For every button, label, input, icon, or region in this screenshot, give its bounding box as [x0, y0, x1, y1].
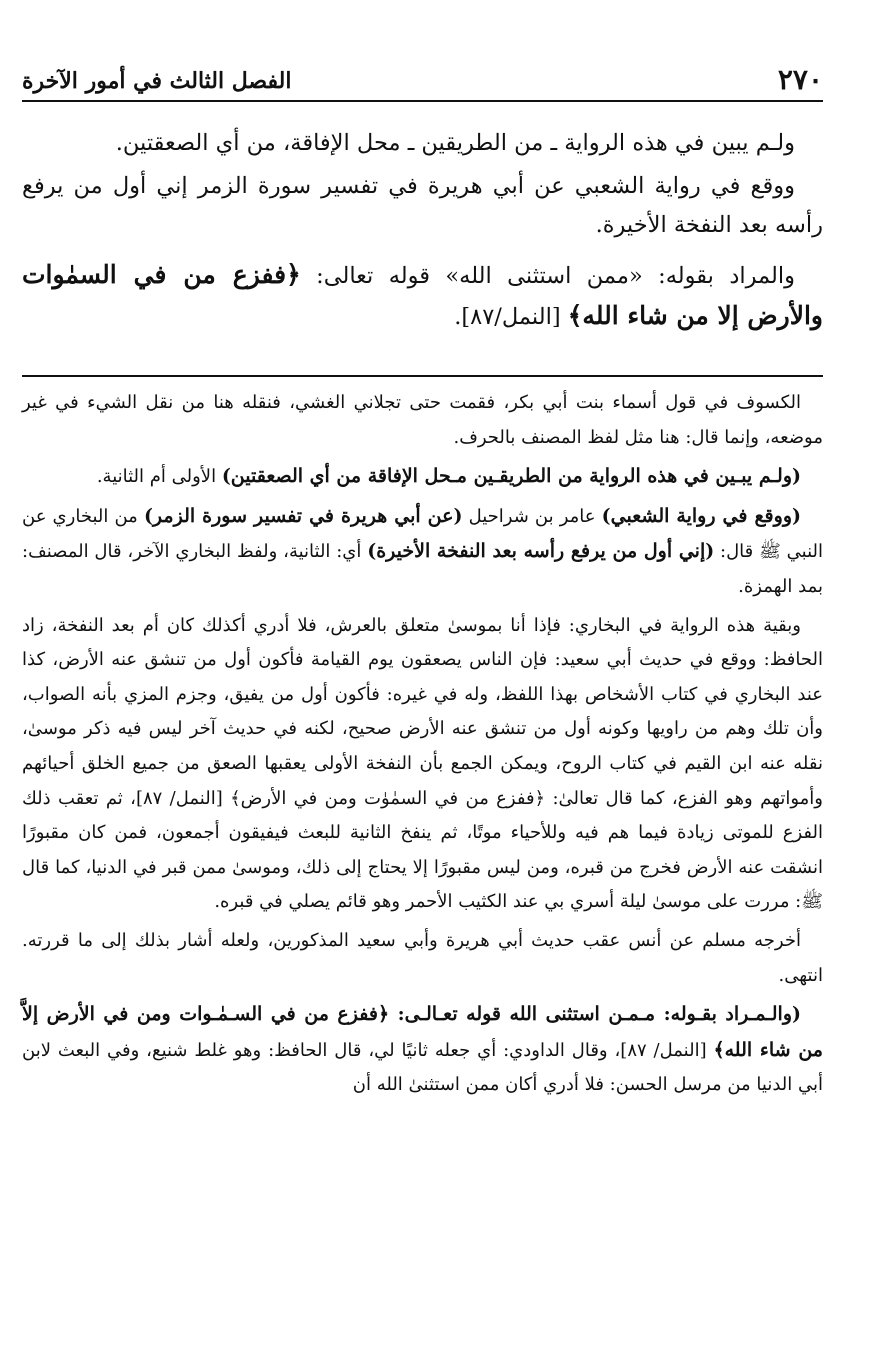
- verse-reference: [النمل/٨٧].: [454, 304, 568, 330]
- commentary-paragraph-4: وبقية هذه الرواية في البخاري: فإذا أنا بموسىٰ متعلق بالعرش، فلا أدري أكذلك كان أم بعد النفخة، زاد الحافظ: ووقع في حديث أبي سعيد: فإن الناس يصعقون يوم القيامة فأكون أول من تنشق عنه الأرض، كذا عند البخاري في كتاب الأشخاص بهذا اللفظ، وله في غيره: فأكون أول من يفيق، وجزم المزي بأنه الصواب، وأن تلك وهم من راويها وكونه أول من تنشق عنه الأرض صحيح، لكنه في حديث آخر ليس فيه ذكر موسىٰ، نقله عنه ابن القيم في كتاب الروح، ويمكن الجمع بأن النفخة الأولى يعقبها الصعق من جميع الخلق أحيائهم وأمواتهم وهو الفزع، كما قال تعالىٰ: ﴿ففزع من في السمٰوٰت ومن في الأرض﴾ [النمل/ ٨٧]، ثم تعقب ذلك الفزع للموتى زيادة فيما هم فيه وللأحياء موتًا، ثم ينفخ الثانية للبعث فيفيقون أجمعون، فمن كان مقبورًا انشقت عنه الأرض فخرج من قبره، ومن ليس مقبورًا إلا يحتاج إلى ذلك، وموسىٰ ممن قبر في الدنيا، كما قال ﷺ: مررت على موسىٰ ليلة أسري بي عند الكثيب الأحمر وهو قائم يصلي في قبره.: [22, 614, 823, 913]
- commentary-2-text: الأولى أم الثانية.: [96, 466, 222, 488]
- page-number: ٢٧٠: [777, 63, 823, 96]
- commentary-2-lemma: (ولـم يبـين في هذه الرواية من الطريقـين مـحل الإفاقة من أي الصعقتين): [221, 465, 801, 488]
- main-paragraph-1: ولـم يبين في هذه الرواية ـ من الطريقين ـ محل الإفاقة، من أي الصعقتين.: [115, 130, 795, 156]
- page-header: [22, 58, 823, 102]
- commentary-3-text-2: من البخاري عن النبي ﷺ قال:: [22, 505, 823, 563]
- running-title: الفصل الثالث في أمور الآخرة: [22, 68, 292, 94]
- commentary-3-text-1: عامر بن شراحيل: [462, 505, 602, 527]
- commentary-paragraph-3: [22, 499, 823, 605]
- commentary-paragraph-2: [22, 459, 823, 495]
- commentary-3-text-3: أي: الثانية، ولفظ البخاري الآخر، قال المصنف: بمد الهمزة.: [22, 541, 823, 597]
- commentary-paragraph-5: أخرجه مسلم عن أنس عقب حديث أبي هريرة وأبي سعيد المذكورين، ولعله أشار بذلك إلى ما قررته. انتهى.: [22, 929, 823, 986]
- main-paragraph-2: ووقع في رواية الشعبي عن أبي هريرة في تفسير سورة الزمر إني أول من يرفع رأسه بعد النفخة الأخيرة.: [22, 173, 823, 238]
- quran-verse: ﴿ففزع من في السمٰوات والأرض إلا من شاء الله﴾: [22, 260, 823, 330]
- commentary-3-lemma-2: (عن أبي هريرة في تفسير سورة الزمر): [143, 504, 463, 527]
- commentary-paragraph-1: الكسوف في قول أسماء بنت أبي بكر، فقمت حتى تجلاني الغشي، فنقله هنا من نقل الشيء في غير موضعه، وإنما قال: هنا مثل لفظ المصنف بالحرف.: [22, 392, 823, 448]
- main-text: [22, 124, 823, 347]
- commentary-paragraph-6: [22, 997, 823, 1103]
- commentary-6-text: [النمل/ ٨٧]، وقال الداودي: أي جعله ثانيًا لي، قال الحافظ: وهو غلط شنيع، وفي البعث لابن أبي الدنيا من مرسل الحسن: فلا أدري أكان ممن استثنىٰ الله أن: [22, 1039, 823, 1096]
- commentary-section: [22, 386, 823, 1107]
- commentary-6-lemma: (والـمـراد بقـوله: مـمـن استثنى الله قوله تعـالـى: ﴿ففزع من في السـمٰـوات ومن في الأرض إلاَّ من شاء الله﴾: [22, 1003, 823, 1061]
- commentary-3-lemma-3: (إني أول من يرفع رأسه بعد النفخة الأخيرة): [367, 540, 715, 563]
- main-paragraph-3: [22, 255, 823, 337]
- footnote-divider: [22, 375, 823, 377]
- main-paragraph-3-intro: والمراد بقوله: «ممن استثنى الله» قوله تعالى:: [300, 263, 795, 289]
- commentary-3-lemma-1: (ووقع في رواية الشعبي): [601, 504, 801, 527]
